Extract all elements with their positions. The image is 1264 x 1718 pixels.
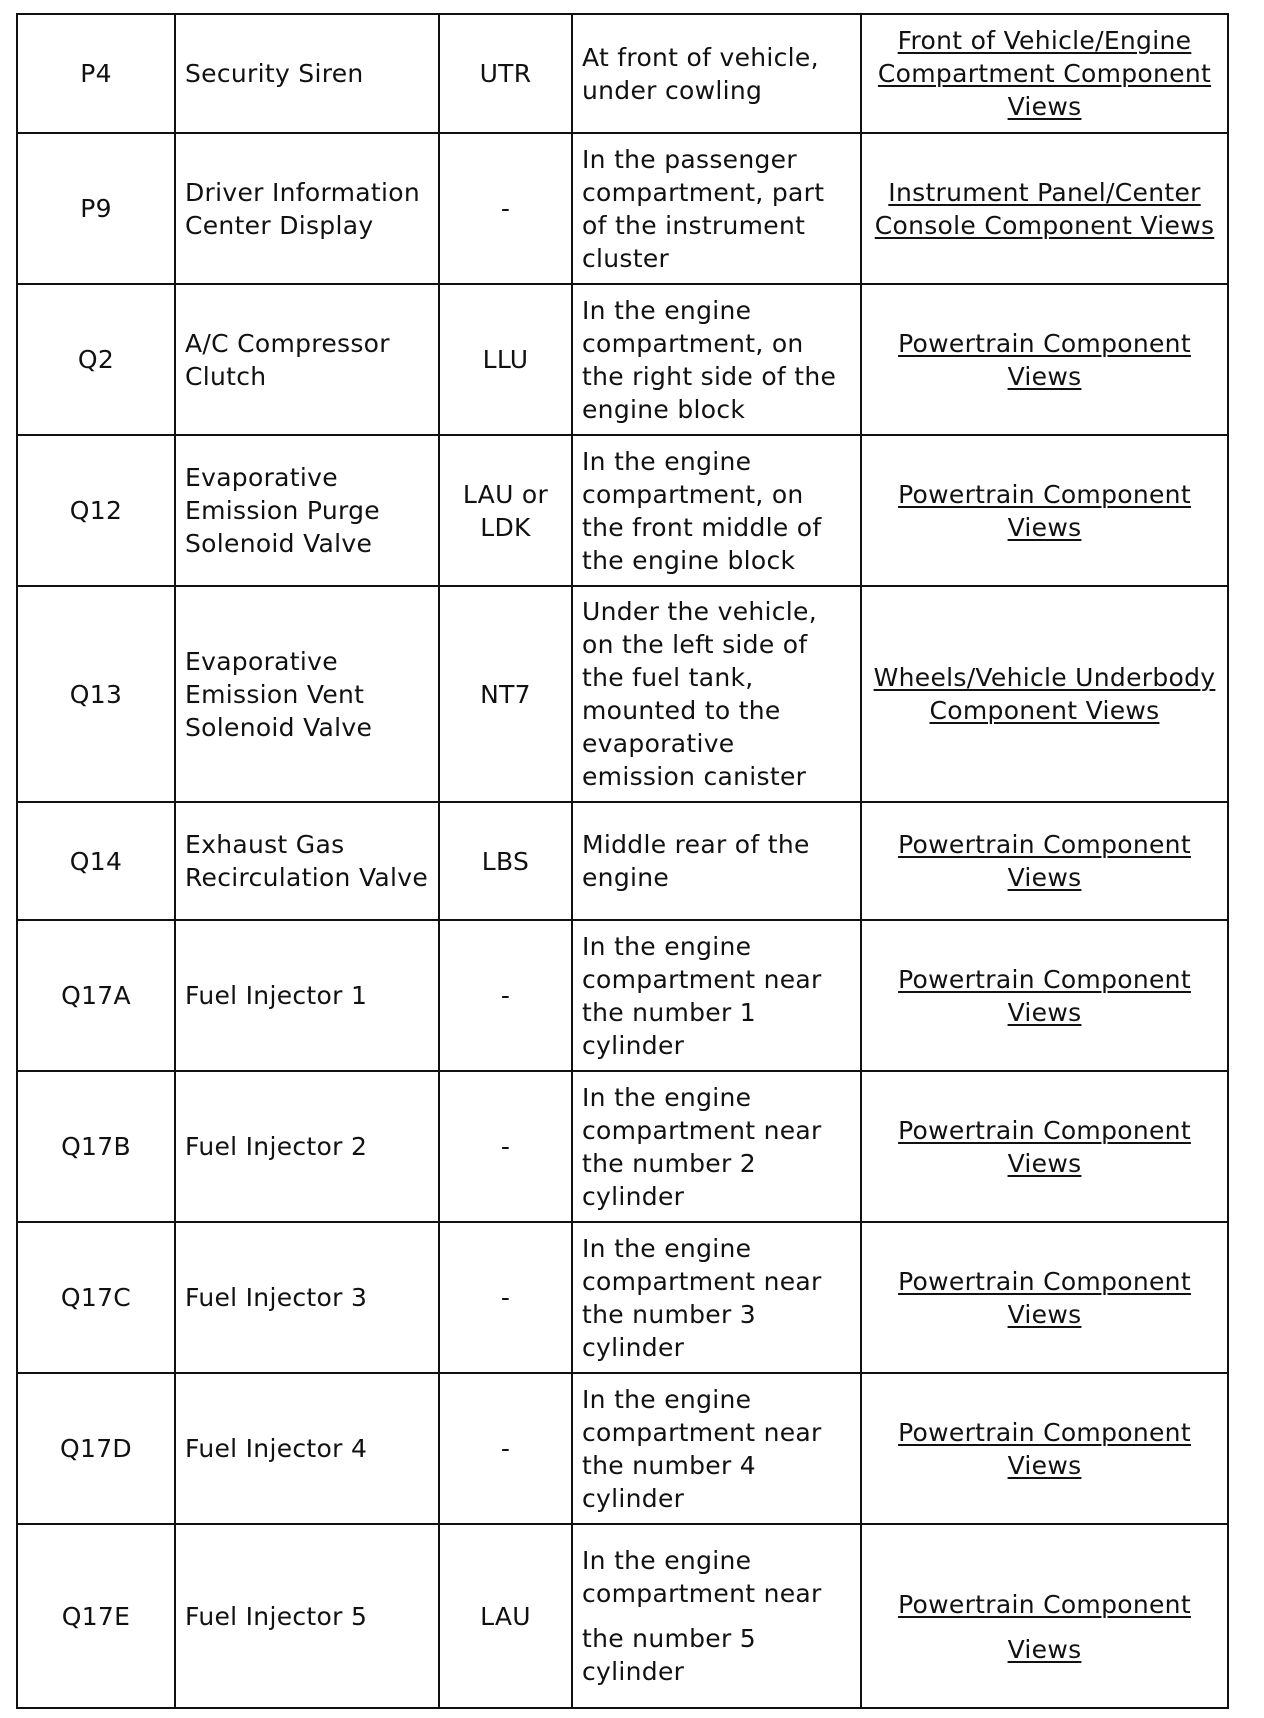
component-view-link[interactable]: Powertrain Component Views [898, 830, 1191, 892]
component-option: - [439, 133, 572, 284]
component-view-link[interactable]: Powertrain Component [898, 1590, 1191, 1619]
component-id: Q17A [17, 920, 175, 1071]
component-id: Q13 [17, 586, 175, 802]
component-view-link[interactable]: Powertrain Component Views [898, 964, 1191, 1027]
component-name: Driver Information Center Display [175, 133, 439, 284]
table-row [17, 1071, 1228, 1222]
component-name: Evaporative Emission Purge Solenoid Valve [175, 435, 439, 586]
component-location: In the engine compartment, on the right side of the engine block [572, 284, 861, 435]
table-row [17, 133, 1228, 284]
component-name: Fuel Injector 4 [175, 1373, 439, 1524]
component-view-link[interactable]: Powertrain Component Views [898, 1115, 1191, 1178]
component-view-cell [861, 284, 1228, 435]
component-option: - [439, 1071, 572, 1222]
component-location-line-2: the number 5 cylinder [582, 1624, 756, 1686]
component-view-link[interactable]: Powertrain Component Views [898, 479, 1191, 542]
component-option: - [439, 1373, 572, 1524]
component-location: In the engine compartment near the number 1 cylinder [572, 920, 861, 1071]
component-name: Exhaust Gas Recirculation Valve [175, 802, 439, 920]
table-row [17, 284, 1228, 435]
component-option: LBS [439, 802, 572, 920]
component-id: Q14 [17, 802, 175, 920]
table-row [17, 435, 1228, 586]
component-view-link[interactable]: Instrument Panel/Center Console Component Views [874, 177, 1215, 240]
component-locator-table [16, 13, 1229, 1709]
component-location-line-1: In the engine compartment near [582, 1546, 822, 1608]
table-row [17, 1373, 1228, 1524]
component-id: P9 [17, 133, 175, 284]
component-name: Fuel Injector 2 [175, 1071, 439, 1222]
table-row [17, 586, 1228, 802]
component-location: In the engine compartment near the number 2 cylinder [572, 1071, 861, 1222]
component-view-cell [861, 1373, 1228, 1524]
component-option: NT7 [439, 586, 572, 802]
component-name: Evaporative Emission Vent Solenoid Valve [175, 586, 439, 802]
component-view-cell [861, 1071, 1228, 1222]
line-gap [871, 1621, 1218, 1633]
component-view-link[interactable]: Powertrain Component Views [898, 328, 1191, 391]
component-location: Under the vehicle, on the left side of the fuel tank, mounted to the evaporative emission canister [572, 586, 861, 802]
component-id: Q17C [17, 1222, 175, 1373]
component-name: Security Siren [175, 14, 439, 133]
component-name: A/C Compressor Clutch [175, 284, 439, 435]
component-option: LAU or LDK [439, 435, 572, 586]
component-view-link[interactable]: Powertrain Component Views [898, 1266, 1191, 1329]
component-id: Q17B [17, 1071, 175, 1222]
component-id: Q12 [17, 435, 175, 586]
component-view-cell [861, 586, 1228, 802]
component-location: At front of vehicle, under cowling [572, 14, 861, 133]
component-location: In the engine compartment near the number 4 cylinder [572, 1373, 861, 1524]
component-option: - [439, 1222, 572, 1373]
line-gap [582, 1610, 851, 1622]
component-view-cell [861, 1524, 1228, 1708]
component-option: LLU [439, 284, 572, 435]
component-view-cell [861, 802, 1228, 920]
component-id: Q2 [17, 284, 175, 435]
component-location [572, 1524, 861, 1708]
component-option: LAU [439, 1524, 572, 1708]
component-location: In the engine compartment near the number 3 cylinder [572, 1222, 861, 1373]
component-view-link[interactable]: Powertrain Component Views [898, 1417, 1191, 1480]
component-view-link[interactable]: Front of Vehicle/Engine Compartment Component Views [877, 26, 1212, 121]
component-view-cell [861, 133, 1228, 284]
component-name: Fuel Injector 3 [175, 1222, 439, 1373]
component-id: Q17D [17, 1373, 175, 1524]
component-view-cell [861, 920, 1228, 1071]
component-view-cell [861, 1222, 1228, 1373]
component-location: In the passenger compartment, part of the instrument cluster [572, 133, 861, 284]
component-name: Fuel Injector 1 [175, 920, 439, 1071]
component-id: P4 [17, 14, 175, 133]
table-row [17, 1222, 1228, 1373]
component-view-link[interactable]: Views [1007, 1635, 1082, 1664]
component-location: In the engine compartment, on the front middle of the engine block [572, 435, 861, 586]
component-option: - [439, 920, 572, 1071]
table-row [17, 920, 1228, 1071]
component-name: Fuel Injector 5 [175, 1524, 439, 1708]
component-view-cell [861, 435, 1228, 586]
table-row [17, 1524, 1228, 1708]
component-id: Q17E [17, 1524, 175, 1708]
table-row [17, 14, 1228, 133]
table-row [17, 802, 1228, 920]
component-option: UTR [439, 14, 572, 133]
component-view-cell [861, 14, 1228, 133]
component-location: Middle rear of the engine [572, 802, 861, 920]
component-view-link[interactable]: Wheels/Vehicle Underbody Component Views [873, 663, 1216, 725]
